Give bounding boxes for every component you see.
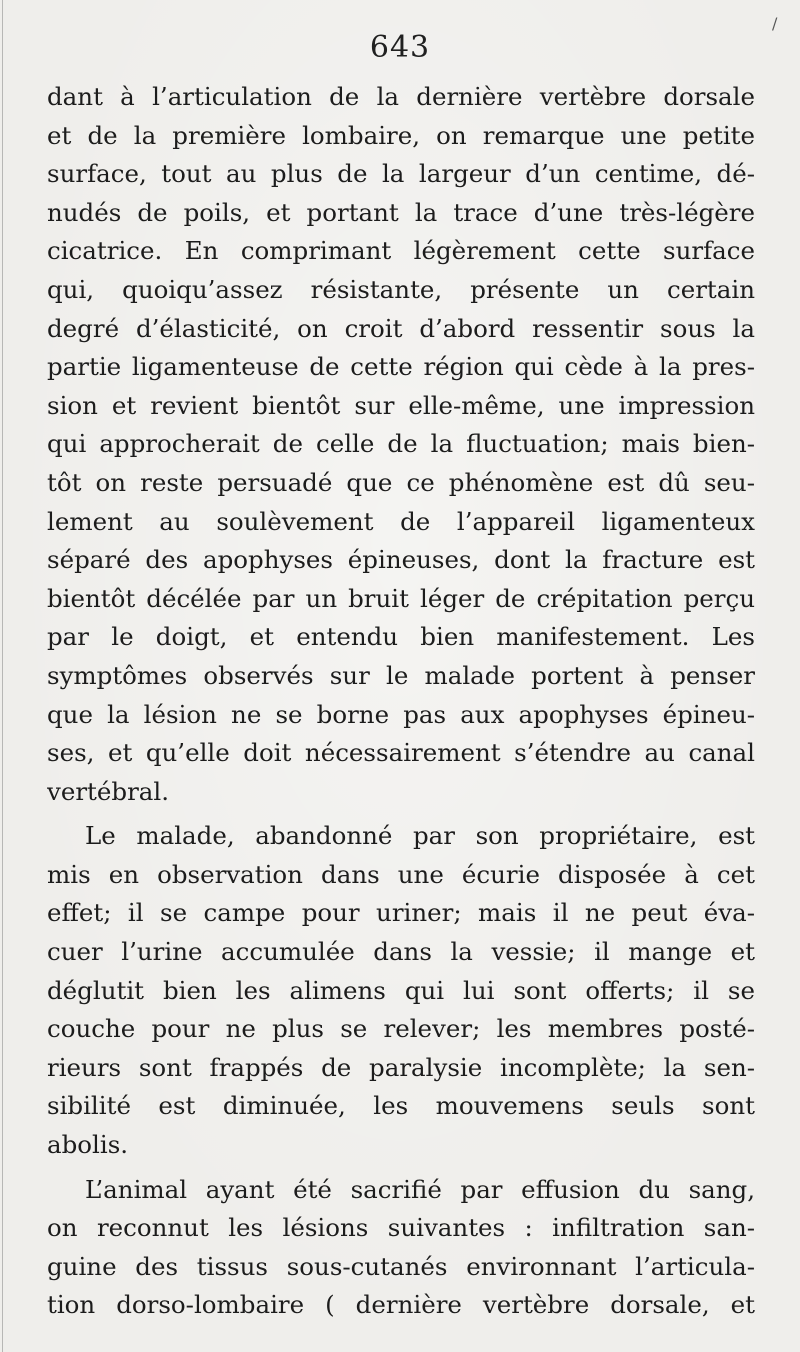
text-line: tôt on reste persuadé que ce phénomène est dû seu- [47,467,755,497]
text-line: qui approcherait de celle de la fluctuation; mais bien- [47,429,755,459]
text-line: guine des tissus sous-cutanés environnant l’articula- [47,1251,755,1281]
text-line: ses, et qu’elle doit nécessairement s’étendre au canal [47,738,755,768]
text-line: partie ligamenteuse de cette région qui cède à la pres- [47,352,755,382]
page-number: 643 [369,30,431,65]
text-line: par le doigt, et entendu bien manifestement. Les [47,622,755,652]
text-line: on reconnut les lésions suivantes : infiltration san- [47,1213,755,1243]
text-line: lement au soulèvement de l’appareil ligamenteux [47,506,755,536]
text-line: dant à l’articulation de la dernière vertèbre dorsale [47,82,755,111]
text-line: qui, quoiqu’assez résistante, présente un certain [47,274,755,304]
text-line: sion et revient bientôt sur elle-même, une impression [47,390,755,420]
text-line: L’animal ayant été sacrifié par effusion du sang, [85,1174,755,1204]
text-line: symptômes observés sur le malade portent à penser [47,660,755,690]
text-line: tion dorso-lombaire ( dernière vertèbre dorsale, et [47,1290,755,1320]
paragraph [47,78,755,811]
text-line: cuer l’urine accumulée dans la vessie; il mange et [47,937,755,967]
page-edge [2,0,3,1352]
text-line: vertébral. [47,776,170,806]
text-line: couche pour ne plus se relever; les membres posté- [47,1014,755,1044]
text-line: déglutit bien les alimens qui lui sont offerts; il se [47,975,755,1005]
text-line: mis en observation dans une écurie disposée à cet [47,859,755,889]
text-line: Le malade, abandonné par son propriétaire, est [85,821,755,851]
text-line: abolis. [47,1130,129,1160]
text-line: bientôt décélée par un bruit léger de crépitation perçu [47,583,755,613]
text-line: nudés de poils, et portant la trace d’une très-légère [47,197,755,227]
text-line: effet; il se campe pour uriner; mais il ne peut éva- [47,898,755,928]
text-line: sibilité est diminuée, les mouvemens seuls sont [47,1091,755,1121]
text-line: surface, tout au plus de la largeur d’un centime, dé- [47,159,755,189]
text-line: séparé des apophyses épineuses, dont la fracture est [47,545,755,575]
paragraph [47,1171,755,1325]
margin-mark: / [772,14,778,33]
paragraph [47,817,755,1164]
text-line: que la lésion ne se borne pas aux apophyses épineu- [47,699,755,729]
body-text [47,78,755,1325]
text-line: cicatrice. En comprimant légèrement cette surface [47,236,755,266]
text-line: rieurs sont frappés de paralysie incomplète; la sen- [47,1052,755,1082]
text-line: degré d’élasticité, on croit d’abord ressentir sous la [47,313,755,343]
text-line: et de la première lombaire, on remarque une petite [47,120,755,150]
